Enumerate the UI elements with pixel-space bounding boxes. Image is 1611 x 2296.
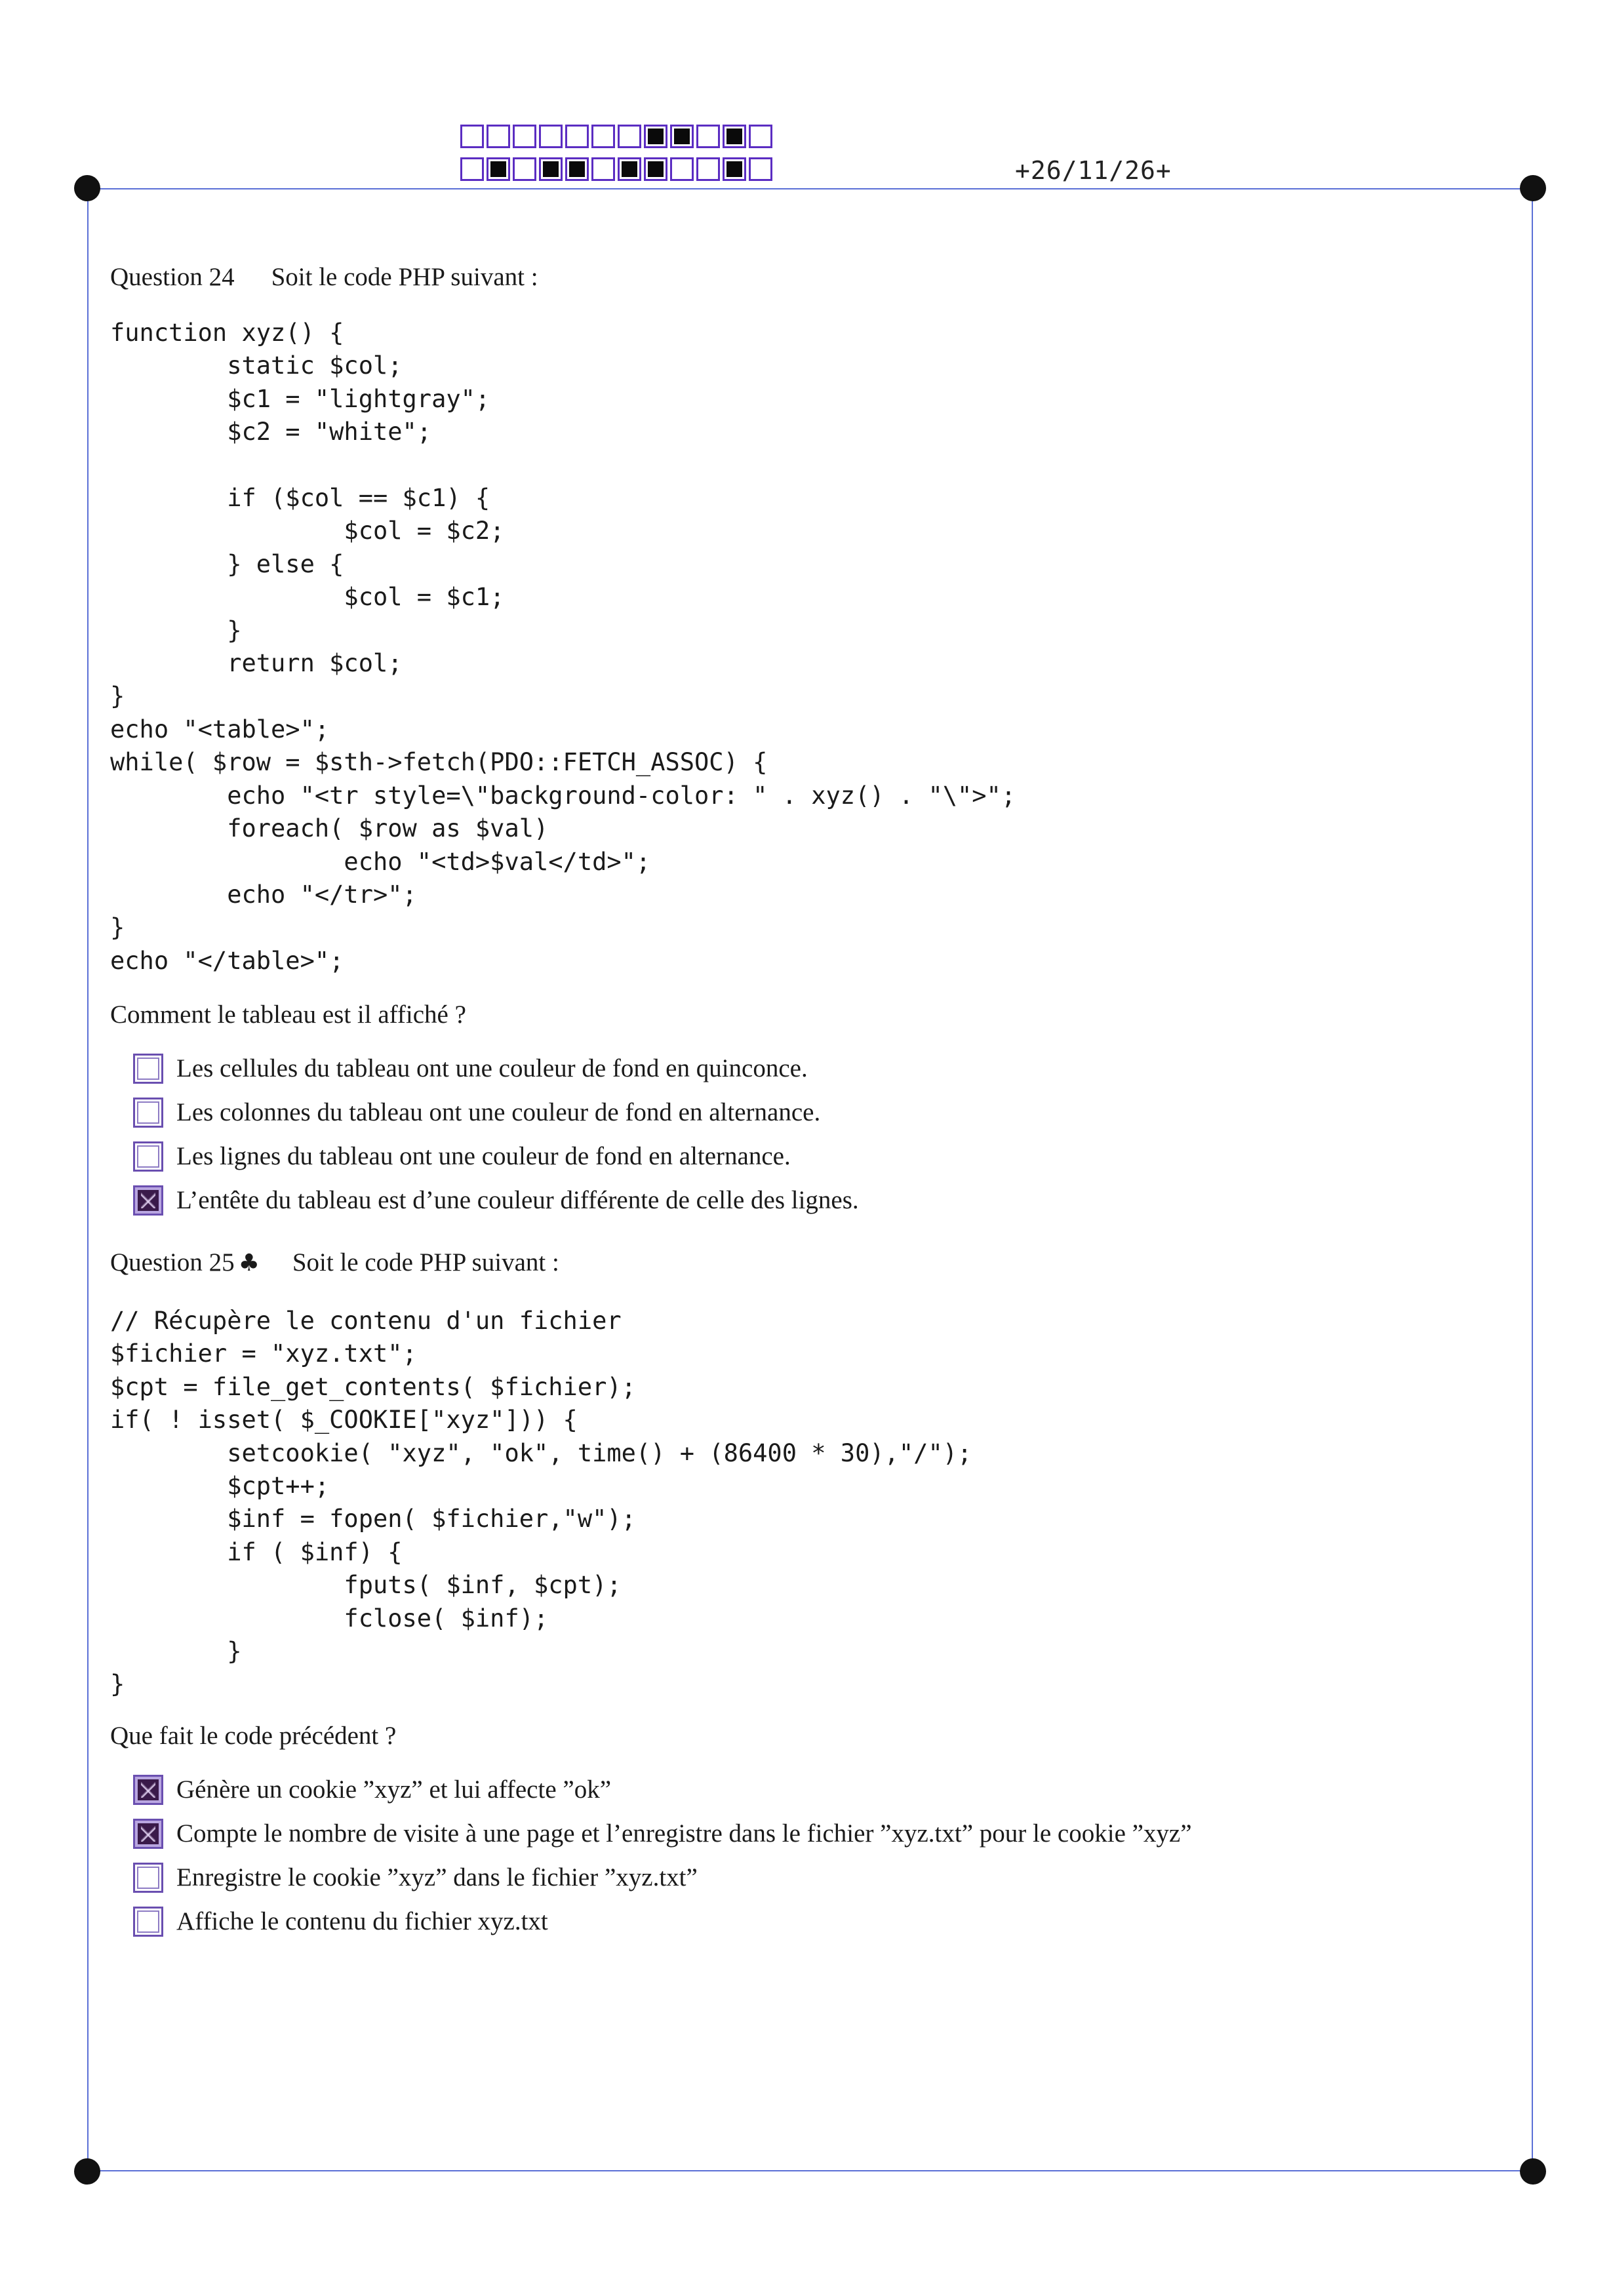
answer-checkbox[interactable] [133, 1863, 163, 1893]
corner-mark-top-right [1520, 175, 1546, 201]
question-25-answers [133, 1768, 1192, 1943]
answer-label: L’entête du tableau est d’une couleur différente de celle des lignes. [176, 1186, 859, 1214]
answer-checkbox[interactable] [133, 1185, 163, 1216]
barcode-cell [591, 125, 615, 148]
club-icon: ♣ [238, 1250, 260, 1277]
barcode-cell [723, 125, 746, 148]
answer-option[interactable] [133, 1768, 1192, 1811]
answer-label: Les cellules du tableau ont une couleur de fond en quinconce. [176, 1054, 808, 1082]
barcode-cell [723, 157, 746, 181]
corner-mark-bottom-left [74, 2158, 100, 2185]
barcode-cell [670, 125, 694, 148]
answer-label: Compte le nombre de visite à une page et l’enregistre dans le fichier ”xyz.txt” pour le cookie ”xyz” [176, 1819, 1192, 1848]
barcode-cell [460, 157, 484, 181]
answer-label: Enregistre le cookie ”xyz” dans le fichier ”xyz.txt” [176, 1863, 698, 1891]
barcode-cell [749, 157, 772, 181]
answer-checkbox[interactable] [133, 1141, 163, 1172]
barcode-row-1 [460, 125, 775, 148]
answer-checkbox[interactable] [133, 1098, 163, 1128]
barcode-cell [513, 125, 536, 148]
answer-label: Affiche le contenu du fichier xyz.txt [176, 1907, 548, 1935]
barcode-cell [618, 157, 641, 181]
barcode-cell [696, 157, 720, 181]
question-number: Question 25 [110, 1248, 235, 1277]
barcode-cell [565, 125, 589, 148]
corner-mark-top-left [74, 175, 100, 201]
question-intro: Soit le code PHP suivant : [271, 263, 538, 291]
answer-option[interactable] [133, 1899, 1192, 1943]
barcode-cell [460, 125, 484, 148]
barcode-cell [644, 125, 667, 148]
question-intro: Soit le code PHP suivant : [292, 1248, 559, 1277]
answer-label: Génère un cookie ”xyz” et lui affecte ”ok” [176, 1775, 611, 1804]
barcode-cell [591, 157, 615, 181]
barcode-cell [644, 157, 667, 181]
barcode-cell [696, 125, 720, 148]
question-24-code: function xyz() { static $col; $c1 = "lightgray"; $c2 = "white"; if ($col == $c1) { $col = $c2; } else { $col = $c1; } return $col; } echo "<table>"; while( $row = $sth->fetch(PDO::FETCH_ASSOC) { echo "<tr style=\"background-color: " . xyz() . "\">"; foreach( $row as $val) echo "<td>$val</td>"; echo "</tr>"; } echo "</table>"; [110, 319, 1016, 975]
question-24-header [110, 262, 538, 292]
barcode-cell [539, 125, 563, 148]
answer-option[interactable] [133, 1090, 859, 1134]
answer-checkbox[interactable] [133, 1775, 163, 1805]
barcode-row-2 [460, 157, 775, 181]
answer-option[interactable] [133, 1046, 859, 1090]
question-25-code: // Récupère le contenu d'un fichier $fichier = "xyz.txt"; $cpt = file_get_contents( $fichier); if( ! isset( $_COOKIE["xyz"])) { setcookie( "xyz", "ok", time() + (86400 * 30),"/"); $cpt++; $inf = fopen( $fichier,"w"); if ( $inf) { fputs( $inf, $cpt); fclose( $inf); } } [110, 1307, 972, 1699]
question-number: Question 24 [110, 263, 235, 291]
barcode-cell [565, 157, 589, 181]
answer-label: Les lignes du tableau ont une couleur de fond en alternance. [176, 1142, 791, 1170]
question-25-header [110, 1248, 559, 1277]
answer-option[interactable] [133, 1178, 859, 1222]
answer-option[interactable] [133, 1855, 1192, 1899]
answer-option[interactable] [133, 1134, 859, 1178]
answer-checkbox[interactable] [133, 1819, 163, 1849]
question-24-answers [133, 1046, 859, 1222]
answer-option[interactable] [133, 1811, 1192, 1855]
barcode-cell [749, 125, 772, 148]
answer-checkbox[interactable] [133, 1054, 163, 1084]
barcode-cell [513, 157, 536, 181]
barcode-cell [539, 157, 563, 181]
barcode-cell [670, 157, 694, 181]
barcode-cell [618, 125, 641, 148]
barcode-cell [487, 157, 510, 181]
page-id: +26/11/26+ [1015, 156, 1172, 185]
question-25-prompt: Que fait le code précédent ? [110, 1722, 397, 1750]
answer-label: Les colonnes du tableau ont une couleur de fond en alternance. [176, 1098, 821, 1126]
barcode-cell [487, 125, 510, 148]
question-24-prompt: Comment le tableau est il affiché ? [110, 1000, 466, 1029]
answer-checkbox[interactable] [133, 1907, 163, 1937]
corner-mark-bottom-right [1520, 2158, 1546, 2185]
